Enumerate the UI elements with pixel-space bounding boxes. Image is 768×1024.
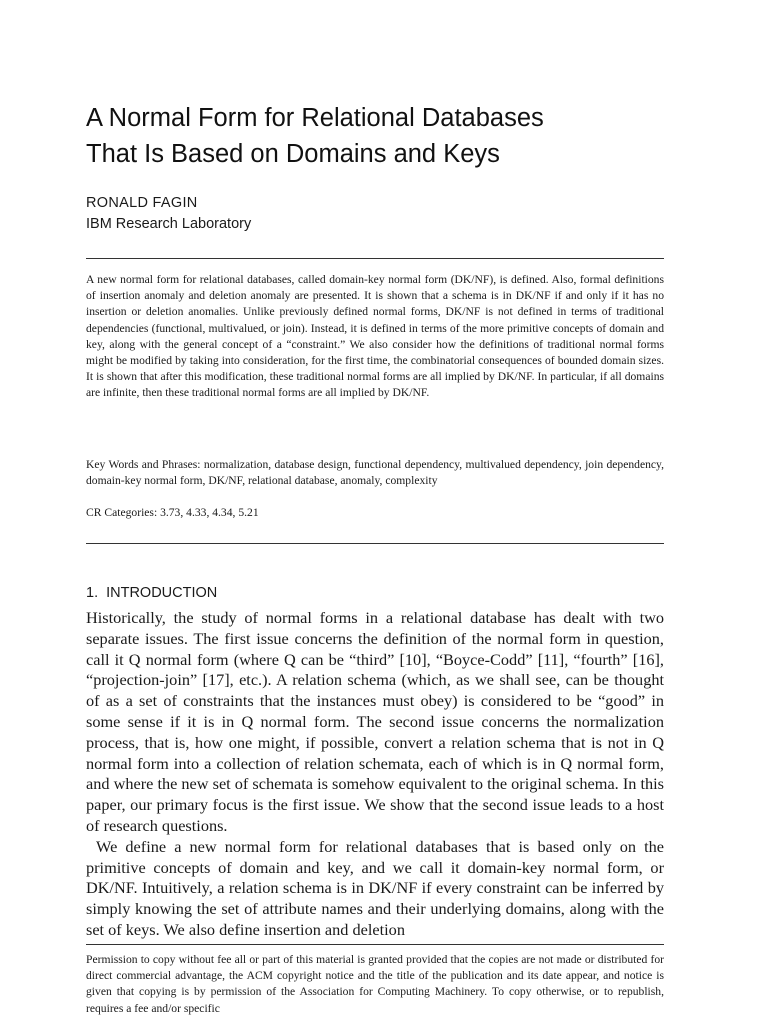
cr-categories: CR Categories: 3.73, 4.33, 4.34, 5.21 — [86, 506, 259, 519]
section-heading — [86, 583, 217, 603]
footnote-rule — [86, 944, 664, 945]
author-name: RONALD FAGIN — [86, 195, 198, 211]
section-title: INTRODUCTION — [106, 585, 218, 601]
permission-footnote: Permission to copy without fee all or part of this material is granted provided that the copies are not made or distributed for direct commercial advantage, the ACM copyright notice and the title of the publication and its date appear, and notice is given that copying is by permission of the Association for Computing Machinery. To copy otherwise, or to republish, requires a fee and/or specific — [86, 953, 664, 1015]
paper-title-line-1: A Normal Form for Relational Databases — [86, 104, 544, 132]
author-affiliation: IBM Research Laboratory — [86, 216, 252, 232]
abstract: A new normal form for relational databases, called domain-key normal form (DK/NF), is defined. Also, formal definitions of insertion anomaly and deletion anomaly are presented. It is shown that a schema is in DK/NF if and only if it has no insertion or deletion anomalies. Unlike previously defined normal forms, DK/NF is not defined in terms of traditional dependencies (functional, multivalued, or join). Instead, it is defined in terms of the more primitive concepts of domain and key, along with the general concept of a “constraint.” We also consider how the definitions of traditional normal forms might be modified by taking into consideration, for the first time, the combinatorial consequences of bounded domain sizes. It is shown that after this modification, these traditional normal forms are all implied by DK/NF. In particular, if all domains are infinite, then these traditional normal forms are all implied by DK/NF. — [86, 273, 664, 400]
paper-title — [86, 100, 686, 172]
intro-paragraph-2: We define a new normal form for relational databases that is based only on the primitive concepts of domain and key, and we call it domain-key normal form, or DK/NF. Intuitively, a relation schema is in DK/NF if every constraint can be inferred by simply knowing the set of attribute names and their underlying domains, along with the set of keys. We also define insertion and deletion — [86, 836, 664, 939]
introduction-body — [86, 608, 664, 941]
abstract-top-rule — [86, 258, 664, 259]
section-number: 1. — [86, 585, 99, 601]
paper-title-line-2: That Is Based on Domains and Keys — [86, 140, 500, 168]
abstract-bottom-rule — [86, 543, 664, 544]
intro-paragraph-1: Historically, the study of normal forms in a relational database has dealt with two separate issues. The first issue concerns the definition of the normal form in question, call it Q normal form (where Q can be “third” [10], “Boyce-Codd” [11], “fourth” [16], “projection-join” [17], etc.). A relation schema (which, as we shall see, can be thought of as a set of constraints that the instances must obey) is considered to be “good” in some sense if it is in Q normal form. The second issue concerns the normalization process, that is, how one might, if possible, convert a relation schema that is not in Q normal form into a collection of relation schemata, each of which is in Q normal form, and where the new set of schemata is somehow equivalent to the original schema. In this paper, our primary focus is the first issue. We show that the second issue leads to a host of research questions. — [86, 608, 664, 835]
keywords: Key Words and Phrases: normalization, database design, functional dependency, multivalued dependency, join dependency, domain-key normal form, DK/NF, relational database, anomaly, complexity — [86, 458, 664, 488]
